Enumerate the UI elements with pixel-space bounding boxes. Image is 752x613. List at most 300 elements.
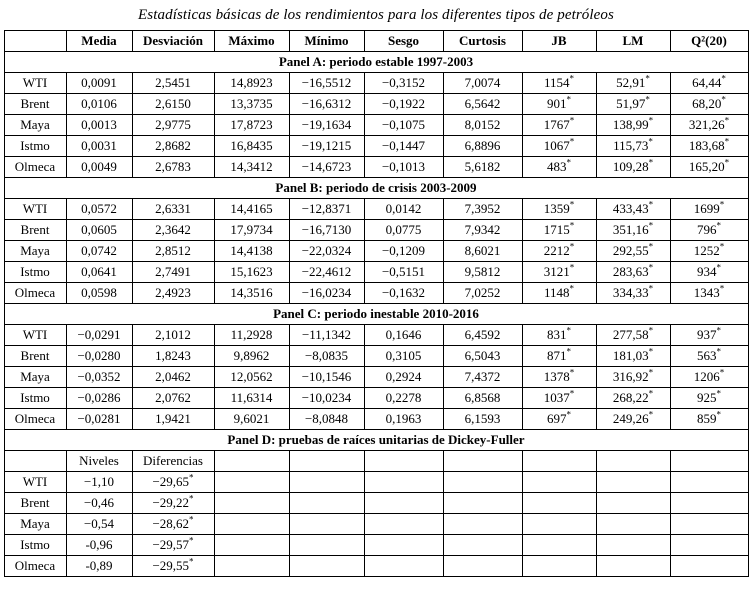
- data-cell: −16,7130: [289, 220, 364, 241]
- significance-star: *: [569, 262, 575, 273]
- data-cell: 859*: [670, 409, 748, 430]
- data-cell: 52,91*: [596, 73, 670, 94]
- data-cell: 1154*: [522, 73, 596, 94]
- corner-cell: [4, 31, 66, 52]
- significance-star: *: [648, 388, 654, 399]
- row-label: WTI: [4, 199, 66, 220]
- data-cell: 11,6314: [214, 388, 289, 409]
- row-label: Olmeca: [4, 409, 66, 430]
- significance-star: *: [648, 136, 653, 147]
- data-cell: [443, 535, 522, 556]
- data-cell: −29,55*: [132, 556, 214, 577]
- row-label: Istmo: [4, 136, 66, 157]
- panel-header: Panel A: periodo estable 1997-2003: [4, 52, 748, 73]
- significance-star: *: [716, 262, 721, 273]
- data-cell: [443, 493, 522, 514]
- table-row: [4, 388, 748, 409]
- data-cell: −0,1632: [364, 283, 443, 304]
- data-cell: 1252*: [670, 241, 748, 262]
- data-cell: 12,0562: [214, 367, 289, 388]
- data-cell: 0,0641: [66, 262, 132, 283]
- panel-header-row: [4, 304, 748, 325]
- data-cell: −10,0234: [289, 388, 364, 409]
- data-cell: 0,0106: [66, 94, 132, 115]
- data-cell: −16,0234: [289, 283, 364, 304]
- data-cell: 7,0252: [443, 283, 522, 304]
- significance-star: *: [721, 94, 726, 105]
- data-cell: 2,8512: [132, 241, 214, 262]
- data-cell: −19,1215: [289, 136, 364, 157]
- corner-cell: [4, 451, 66, 472]
- subheader-cell: [289, 451, 364, 472]
- data-cell: 6,8896: [443, 136, 522, 157]
- data-cell: 321,26*: [670, 115, 748, 136]
- significance-star: *: [716, 220, 721, 231]
- data-cell: −14,6723: [289, 157, 364, 178]
- data-cell: −0,1075: [364, 115, 443, 136]
- significance-star: *: [648, 199, 654, 210]
- data-cell: 115,73*: [596, 136, 670, 157]
- data-cell: 165,20*: [670, 157, 748, 178]
- data-cell: 0,0049: [66, 157, 132, 178]
- row-label: WTI: [4, 73, 66, 94]
- table-row: [4, 556, 748, 577]
- data-cell: −0,3152: [364, 73, 443, 94]
- data-cell: 0,0091: [66, 73, 132, 94]
- panel-header: Panel C: periodo inestable 2010-2016: [4, 304, 748, 325]
- row-label: Maya: [4, 367, 66, 388]
- data-cell: 9,6021: [214, 409, 289, 430]
- row-label: Olmeca: [4, 556, 66, 577]
- data-cell: [670, 556, 748, 577]
- significance-star: *: [716, 388, 721, 399]
- data-cell: 0,0598: [66, 283, 132, 304]
- data-cell: 871*: [522, 346, 596, 367]
- data-cell: 0,0605: [66, 220, 132, 241]
- data-cell: 15,1623: [214, 262, 289, 283]
- significance-star: *: [716, 409, 721, 420]
- data-cell: [214, 514, 289, 535]
- significance-star: *: [189, 514, 194, 525]
- significance-star: *: [719, 199, 725, 210]
- statistics-table: [4, 30, 749, 577]
- data-cell: 334,33*: [596, 283, 670, 304]
- significance-star: *: [648, 325, 654, 336]
- data-cell: −0,1922: [364, 94, 443, 115]
- row-label: Olmeca: [4, 283, 66, 304]
- data-cell: 0,0013: [66, 115, 132, 136]
- data-cell: 1206*: [670, 367, 748, 388]
- data-cell: 6,1593: [443, 409, 522, 430]
- significance-star: *: [566, 157, 571, 168]
- data-cell: [522, 472, 596, 493]
- data-cell: [364, 556, 443, 577]
- table-row: [4, 367, 748, 388]
- subheader-cell: [214, 451, 289, 472]
- data-cell: 2,7491: [132, 262, 214, 283]
- data-cell: [443, 514, 522, 535]
- data-cell: 901*: [522, 94, 596, 115]
- significance-star: *: [566, 346, 571, 357]
- data-cell: 796*: [670, 220, 748, 241]
- panel-header-row: [4, 430, 748, 451]
- data-cell: 433,43*: [596, 199, 670, 220]
- significance-star: *: [189, 472, 194, 483]
- data-cell: 934*: [670, 262, 748, 283]
- data-cell: −0,46: [66, 493, 132, 514]
- table-row: [4, 262, 748, 283]
- data-cell: −0,0281: [66, 409, 132, 430]
- data-cell: 7,9342: [443, 220, 522, 241]
- data-cell: −0,0280: [66, 346, 132, 367]
- row-label: Olmeca: [4, 157, 66, 178]
- significance-star: *: [721, 73, 726, 84]
- data-cell: 0,0742: [66, 241, 132, 262]
- data-cell: [522, 535, 596, 556]
- significance-star: *: [716, 325, 721, 336]
- significance-star: *: [648, 115, 654, 126]
- data-cell: 1037*: [522, 388, 596, 409]
- data-cell: 283,63*: [596, 262, 670, 283]
- data-cell: 0,1646: [364, 325, 443, 346]
- data-cell: −0,1447: [364, 136, 443, 157]
- data-cell: 7,4372: [443, 367, 522, 388]
- data-cell: [364, 514, 443, 535]
- table-row: [4, 199, 748, 220]
- row-label: Brent: [4, 493, 66, 514]
- data-cell: 16,8435: [214, 136, 289, 157]
- data-cell: 1699*: [670, 199, 748, 220]
- data-cell: 7,0074: [443, 73, 522, 94]
- data-cell: 7,3952: [443, 199, 522, 220]
- data-cell: 1767*: [522, 115, 596, 136]
- data-cell: 13,3735: [214, 94, 289, 115]
- significance-star: *: [648, 283, 654, 294]
- column-header: Desviación: [132, 31, 214, 52]
- data-cell: 14,4138: [214, 241, 289, 262]
- data-cell: −19,1634: [289, 115, 364, 136]
- data-cell: 14,8923: [214, 73, 289, 94]
- data-cell: −1,10: [66, 472, 132, 493]
- significance-star: *: [569, 73, 575, 84]
- data-cell: [214, 472, 289, 493]
- data-cell: [670, 472, 748, 493]
- data-cell: 1378*: [522, 367, 596, 388]
- column-header: Curtosis: [443, 31, 522, 52]
- data-cell: 1,9421: [132, 409, 214, 430]
- data-cell: −22,4612: [289, 262, 364, 283]
- table-row: [4, 493, 748, 514]
- significance-star: *: [719, 283, 725, 294]
- data-cell: 181,03*: [596, 346, 670, 367]
- significance-star: *: [189, 556, 194, 567]
- data-cell: [443, 556, 522, 577]
- data-cell: 17,8723: [214, 115, 289, 136]
- data-cell: 6,8568: [443, 388, 522, 409]
- data-cell: [289, 556, 364, 577]
- row-label: Brent: [4, 220, 66, 241]
- column-header: Mínimo: [289, 31, 364, 52]
- data-cell: [364, 493, 443, 514]
- data-cell: 0,0142: [364, 199, 443, 220]
- data-cell: [289, 493, 364, 514]
- significance-star: *: [189, 493, 194, 504]
- data-cell: 183,68*: [670, 136, 748, 157]
- data-cell: 249,26*: [596, 409, 670, 430]
- data-cell: 1148*: [522, 283, 596, 304]
- data-cell: 9,5812: [443, 262, 522, 283]
- data-cell: 2,1012: [132, 325, 214, 346]
- row-label: Brent: [4, 94, 66, 115]
- row-label: WTI: [4, 325, 66, 346]
- data-cell: 1343*: [670, 283, 748, 304]
- column-header: JB: [522, 31, 596, 52]
- row-label: Istmo: [4, 262, 66, 283]
- data-cell: [596, 493, 670, 514]
- significance-star: *: [648, 262, 654, 273]
- table-row: [4, 73, 748, 94]
- data-cell: [670, 514, 748, 535]
- data-cell: 0,2924: [364, 367, 443, 388]
- data-cell: 2,8682: [132, 136, 214, 157]
- table-row: [4, 283, 748, 304]
- data-cell: [522, 514, 596, 535]
- table-row: [4, 472, 748, 493]
- significance-star: *: [569, 115, 575, 126]
- data-cell: 0,2278: [364, 388, 443, 409]
- row-label: Maya: [4, 115, 66, 136]
- column-header: Q²(20): [670, 31, 748, 52]
- data-cell: [289, 514, 364, 535]
- data-cell: [214, 493, 289, 514]
- data-cell: 3121*: [522, 262, 596, 283]
- data-cell: -0,96: [66, 535, 132, 556]
- subheader-cell: [522, 451, 596, 472]
- significance-star: *: [189, 535, 194, 546]
- significance-star: *: [648, 367, 654, 378]
- data-cell: 68,20*: [670, 94, 748, 115]
- data-cell: 0,0775: [364, 220, 443, 241]
- data-cell: 2,9775: [132, 115, 214, 136]
- data-cell: 8,6021: [443, 241, 522, 262]
- data-cell: −12,8371: [289, 199, 364, 220]
- table-row: [4, 409, 748, 430]
- data-cell: 1715*: [522, 220, 596, 241]
- data-cell: 925*: [670, 388, 748, 409]
- table-row: [4, 514, 748, 535]
- data-cell: 697*: [522, 409, 596, 430]
- significance-star: *: [719, 367, 725, 378]
- table-row: [4, 115, 748, 136]
- data-cell: 6,4592: [443, 325, 522, 346]
- data-cell: 2,0762: [132, 388, 214, 409]
- data-cell: [596, 472, 670, 493]
- row-label: Istmo: [4, 388, 66, 409]
- data-cell: 51,97*: [596, 94, 670, 115]
- table-row: [4, 220, 748, 241]
- data-cell: −0,0286: [66, 388, 132, 409]
- data-cell: −16,6312: [289, 94, 364, 115]
- data-cell: −0,1209: [364, 241, 443, 262]
- data-cell: 14,4165: [214, 199, 289, 220]
- data-cell: 0,0031: [66, 136, 132, 157]
- data-cell: 138,99*: [596, 115, 670, 136]
- subheader-cell: [670, 451, 748, 472]
- data-cell: [214, 556, 289, 577]
- significance-star: *: [648, 157, 654, 168]
- row-label: Istmo: [4, 535, 66, 556]
- data-cell: [364, 535, 443, 556]
- panel-header-row: [4, 178, 748, 199]
- data-cell: −11,1342: [289, 325, 364, 346]
- data-cell: 6,5642: [443, 94, 522, 115]
- data-cell: −16,5512: [289, 73, 364, 94]
- significance-star: *: [569, 199, 575, 210]
- data-cell: [670, 535, 748, 556]
- data-cell: [522, 493, 596, 514]
- significance-star: *: [716, 346, 721, 357]
- subheader-cell: [443, 451, 522, 472]
- data-cell: [289, 535, 364, 556]
- data-cell: [364, 472, 443, 493]
- data-cell: 351,16*: [596, 220, 670, 241]
- significance-star: *: [566, 94, 571, 105]
- data-cell: 0,1963: [364, 409, 443, 430]
- data-cell: −8,0848: [289, 409, 364, 430]
- data-cell: 14,3412: [214, 157, 289, 178]
- data-cell: 277,58*: [596, 325, 670, 346]
- data-cell: −29,22*: [132, 493, 214, 514]
- data-cell: 2212*: [522, 241, 596, 262]
- data-cell: 14,3516: [214, 283, 289, 304]
- data-cell: 483*: [522, 157, 596, 178]
- table-row: [4, 94, 748, 115]
- data-cell: 1359*: [522, 199, 596, 220]
- table-row: [4, 157, 748, 178]
- significance-star: *: [645, 73, 650, 84]
- table-row: [4, 346, 748, 367]
- significance-star: *: [648, 409, 654, 420]
- data-cell: 2,0462: [132, 367, 214, 388]
- data-cell: 2,5451: [132, 73, 214, 94]
- data-cell: [596, 535, 670, 556]
- data-cell: 64,44*: [670, 73, 748, 94]
- data-cell: 2,6783: [132, 157, 214, 178]
- data-cell: −28,62*: [132, 514, 214, 535]
- significance-star: *: [648, 241, 654, 252]
- data-cell: −0,0352: [66, 367, 132, 388]
- data-cell: 17,9734: [214, 220, 289, 241]
- row-label: Maya: [4, 241, 66, 262]
- data-cell: 563*: [670, 346, 748, 367]
- subheader-cell: [364, 451, 443, 472]
- data-cell: 2,4923: [132, 283, 214, 304]
- significance-star: *: [724, 136, 730, 147]
- table-row: [4, 325, 748, 346]
- data-cell: 109,28*: [596, 157, 670, 178]
- column-header: Media: [66, 31, 132, 52]
- data-cell: 316,92*: [596, 367, 670, 388]
- data-cell: 2,6150: [132, 94, 214, 115]
- significance-star: *: [569, 241, 575, 252]
- panel-header-row: [4, 52, 748, 73]
- data-cell: 2,3642: [132, 220, 214, 241]
- significance-star: *: [648, 346, 654, 357]
- subheader-cell: Niveles: [66, 451, 132, 472]
- column-header: Máximo: [214, 31, 289, 52]
- data-cell: 2,6331: [132, 199, 214, 220]
- significance-star: *: [719, 241, 725, 252]
- significance-star: *: [569, 220, 575, 231]
- data-cell: 1067*: [522, 136, 596, 157]
- data-cell: 292,55*: [596, 241, 670, 262]
- data-cell: −0,0291: [66, 325, 132, 346]
- data-cell: 11,2928: [214, 325, 289, 346]
- data-cell: −8,0835: [289, 346, 364, 367]
- data-cell: 937*: [670, 325, 748, 346]
- significance-star: *: [569, 136, 575, 147]
- panel-header: Panel D: pruebas de raíces unitarias de Dickey-Fuller: [4, 430, 748, 451]
- data-cell: −29,57*: [132, 535, 214, 556]
- significance-star: *: [724, 157, 730, 168]
- data-cell: 5,6182: [443, 157, 522, 178]
- data-cell: [443, 472, 522, 493]
- data-cell: −0,5151: [364, 262, 443, 283]
- significance-star: *: [569, 283, 575, 294]
- data-cell: [670, 493, 748, 514]
- data-cell: 6,5043: [443, 346, 522, 367]
- data-cell: [289, 472, 364, 493]
- data-cell: −10,1546: [289, 367, 364, 388]
- subheader-cell: Diferencias: [132, 451, 214, 472]
- data-cell: [214, 535, 289, 556]
- data-cell: −29,65*: [132, 472, 214, 493]
- column-header: LM: [596, 31, 670, 52]
- row-label: Maya: [4, 514, 66, 535]
- table-row: [4, 535, 748, 556]
- data-cell: [596, 514, 670, 535]
- column-header: Sesgo: [364, 31, 443, 52]
- data-cell: 268,22*: [596, 388, 670, 409]
- data-cell: 1,8243: [132, 346, 214, 367]
- subheader-row: [4, 451, 748, 472]
- data-cell: [596, 556, 670, 577]
- significance-star: *: [569, 367, 575, 378]
- data-cell: 0,0572: [66, 199, 132, 220]
- data-cell: -0,89: [66, 556, 132, 577]
- data-cell: 9,8962: [214, 346, 289, 367]
- data-cell: −0,54: [66, 514, 132, 535]
- significance-star: *: [566, 325, 571, 336]
- significance-star: *: [645, 94, 650, 105]
- data-cell: [522, 556, 596, 577]
- significance-star: *: [724, 115, 730, 126]
- row-label: Brent: [4, 346, 66, 367]
- table-title: Estadísticas básicas de los rendimientos para los diferentes tipos de petróleos: [138, 7, 614, 23]
- data-cell: 0,3105: [364, 346, 443, 367]
- data-cell: 831*: [522, 325, 596, 346]
- subheader-cell: [596, 451, 670, 472]
- significance-star: *: [648, 220, 654, 231]
- significance-star: *: [566, 409, 571, 420]
- data-cell: −0,1013: [364, 157, 443, 178]
- data-cell: −22,0324: [289, 241, 364, 262]
- column-header-row: [4, 31, 748, 52]
- table-row: [4, 136, 748, 157]
- data-cell: 8,0152: [443, 115, 522, 136]
- table-row: [4, 241, 748, 262]
- panel-header: Panel B: periodo de crisis 2003-2009: [4, 178, 748, 199]
